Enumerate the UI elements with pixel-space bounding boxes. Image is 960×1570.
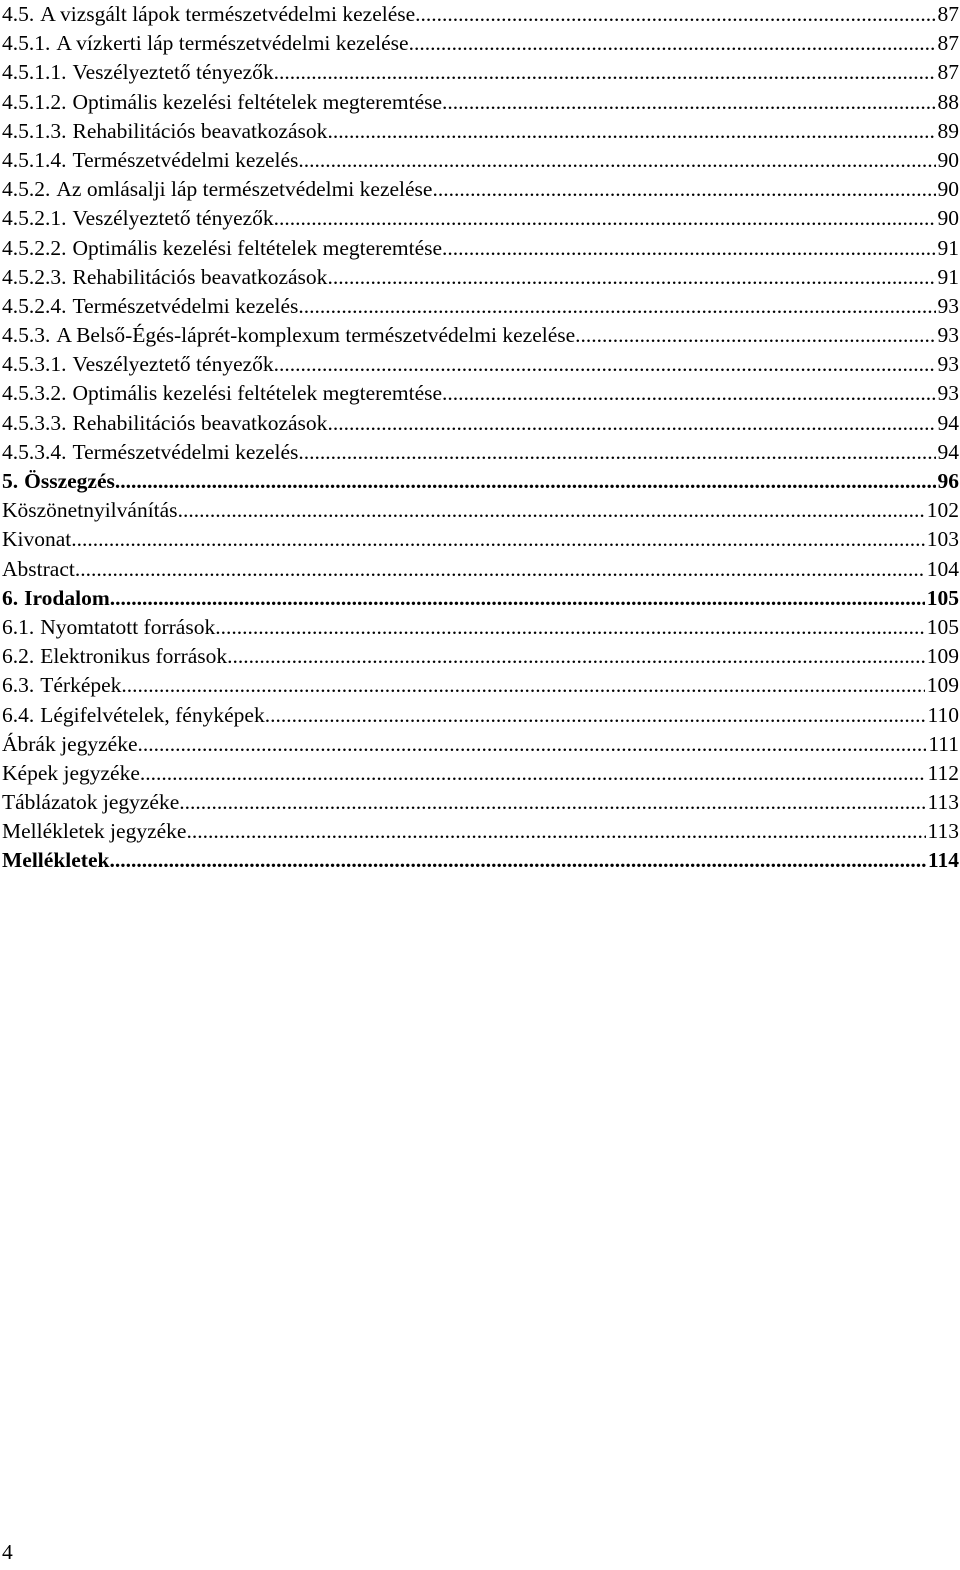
toc-entry-title: Összegzés	[24, 469, 115, 493]
toc-dot-leader	[138, 730, 927, 759]
toc-entry-number: 4.5.2.1.	[2, 206, 67, 231]
toc-entry-title: Ábrák jegyzéke	[2, 731, 138, 756]
toc-entry-page: 93	[937, 381, 959, 406]
toc-dot-leader	[298, 146, 935, 175]
toc-entry[interactable]	[2, 788, 959, 817]
toc-dot-leader	[442, 234, 935, 263]
toc-entry-number: 6.	[2, 585, 19, 610]
toc-dot-leader	[227, 642, 925, 671]
toc-entry-title: Nyomtatott források	[40, 614, 216, 639]
toc-entry-page: 113	[927, 819, 959, 844]
toc-entry-title: Rehabilitációs beavatkozások	[72, 410, 328, 435]
toc-dot-leader	[432, 175, 935, 204]
toc-dot-leader	[442, 88, 935, 117]
toc-entry[interactable]	[2, 584, 959, 613]
toc-entry-title: Veszélyeztető tényezők	[72, 352, 274, 377]
toc-dot-leader	[298, 292, 935, 321]
toc-entry[interactable]	[2, 730, 959, 759]
toc-entry-page: 93	[937, 293, 959, 318]
toc-entry-page: 87	[937, 2, 959, 26]
toc-entry-page: 89	[937, 118, 959, 143]
toc-entry-number: 4.5.1.3.	[2, 118, 67, 143]
toc-entry-title: Mellékletek	[2, 848, 110, 873]
toc-entry-page: 90	[937, 206, 959, 231]
toc-dot-leader	[121, 671, 924, 700]
toc-entry-title: A vízkerti láp természetvédelmi kezelése	[56, 31, 409, 56]
toc-entry[interactable]	[2, 846, 959, 875]
toc-entry-page: 109	[926, 673, 959, 698]
toc-dot-leader	[327, 409, 935, 438]
toc-entry[interactable]	[2, 263, 959, 292]
toc-entry-title: Irodalom	[24, 585, 110, 610]
toc-entry-number: 4.5.3.2.	[2, 381, 67, 406]
toc-dot-leader	[327, 117, 935, 146]
toc-entry-number: 4.5.2.2.	[2, 235, 67, 260]
toc-entry-number: 4.5.1.1.	[2, 60, 67, 85]
toc-entry[interactable]	[2, 817, 959, 846]
toc-entry-number: 4.5.1.4.	[2, 147, 67, 172]
toc-entry[interactable]	[2, 671, 959, 700]
toc-entry-page: 90	[937, 147, 959, 172]
toc-entry-number: 6.3.	[2, 673, 35, 698]
toc-entry[interactable]	[2, 496, 959, 525]
toc-entry-page: 103	[926, 527, 959, 552]
toc-entry[interactable]	[2, 409, 959, 438]
toc-entry-title: Légifelvételek, fényképek	[40, 702, 265, 727]
toc-entry-number: 5.	[2, 469, 19, 493]
toc-dot-leader	[110, 584, 925, 613]
toc-entry-page: 93	[937, 352, 959, 377]
toc-entry-number: 4.5.1.	[2, 31, 51, 56]
toc-dot-leader	[71, 525, 924, 554]
toc-entry-title: Az omlásalji láp természetvédelmi kezelése	[56, 177, 433, 202]
toc-dot-leader	[115, 467, 936, 496]
toc-entry-page: 96	[937, 469, 959, 493]
toc-entry-title: Optimális kezelési feltételek megteremtése	[72, 381, 443, 406]
toc-entry-page: 113	[927, 790, 959, 815]
toc-dot-leader	[186, 817, 925, 846]
toc-entry[interactable]	[2, 525, 959, 554]
toc-entry-page: 105	[926, 585, 959, 610]
toc-entry[interactable]	[2, 379, 959, 408]
toc-entry-title: Optimális kezelési feltételek megteremtése	[72, 89, 443, 114]
toc-entry-title: Rehabilitációs beavatkozások	[72, 118, 328, 143]
toc-dot-leader	[179, 788, 925, 817]
toc-entry-page: 90	[937, 177, 959, 202]
toc-dot-leader	[409, 29, 936, 58]
toc-entry[interactable]	[2, 759, 959, 788]
toc-entry-page: 88	[937, 89, 959, 114]
toc-dot-leader	[298, 438, 935, 467]
toc-entry-title: Veszélyeztető tényezők	[72, 60, 274, 85]
toc-entry-page: 94	[937, 410, 959, 435]
toc-entry-number: 6.1.	[2, 614, 35, 639]
toc-dot-leader	[274, 350, 936, 379]
toc-entry-page: 91	[937, 264, 959, 289]
toc-entry-number: 4.5.	[2, 2, 35, 26]
toc-entry-number: 4.5.2.	[2, 177, 51, 202]
page-number: 4	[2, 1540, 13, 1564]
toc-dot-leader	[442, 379, 935, 408]
toc-entry[interactable]	[2, 204, 959, 233]
toc-entry-title: Rehabilitációs beavatkozások	[72, 264, 328, 289]
toc-entry-page: 112	[927, 760, 959, 785]
toc-entry[interactable]	[2, 234, 959, 263]
toc-entry[interactable]	[2, 58, 959, 87]
toc-entry-number: 4.5.3.	[2, 323, 51, 348]
toc-dot-leader	[327, 263, 935, 292]
toc-entry-title: Természetvédelmi kezelés	[72, 293, 299, 318]
toc-entry-page: 105	[926, 614, 959, 639]
toc-dot-leader	[178, 496, 925, 525]
toc-entry-number: 4.5.2.3.	[2, 264, 67, 289]
toc-dot-leader	[75, 555, 925, 584]
toc-entry-number: 4.5.2.4.	[2, 293, 67, 318]
toc-dot-leader	[274, 204, 936, 233]
toc-entry-number: 4.5.3.1.	[2, 352, 67, 377]
toc-entry-number: 4.5.3.3.	[2, 410, 67, 435]
toc-dot-leader	[109, 846, 925, 875]
toc-entry[interactable]	[2, 701, 959, 730]
toc-entry-page: 109	[926, 644, 959, 669]
toc-entry-page: 110	[927, 702, 959, 727]
toc-entry[interactable]	[2, 613, 959, 642]
toc-entry[interactable]	[2, 88, 959, 117]
toc-entry-number: 6.2.	[2, 644, 35, 669]
toc-entry[interactable]	[2, 292, 959, 321]
toc-dot-leader	[215, 613, 925, 642]
toc-entry-title: Optimális kezelési feltételek megteremtése	[72, 235, 443, 260]
toc-entry-page: 87	[937, 60, 959, 85]
toc-entry[interactable]	[2, 117, 959, 146]
toc-entry-title: Köszönetnyilvánítás	[2, 498, 178, 523]
toc-entry-page: 111	[928, 731, 959, 756]
toc-entry-title: A vizsgált lápok természetvédelmi kezelése	[40, 2, 416, 26]
toc-entry[interactable]	[2, 29, 959, 58]
toc-entry[interactable]	[2, 438, 959, 467]
toc-entry-title: Táblázatok jegyzéke	[2, 790, 180, 815]
table-of-contents	[2, 0, 959, 876]
toc-entry[interactable]	[2, 467, 959, 496]
toc-entry-page: 104	[926, 556, 959, 581]
toc-entry-page: 102	[926, 498, 959, 523]
toc-entry-page: 91	[937, 235, 959, 260]
toc-entry[interactable]	[2, 555, 959, 584]
toc-entry[interactable]	[2, 0, 959, 29]
toc-dot-leader	[575, 321, 935, 350]
toc-entry-number: 4.5.3.4.	[2, 439, 67, 464]
toc-entry-page: 94	[937, 439, 959, 464]
toc-entry[interactable]	[2, 175, 959, 204]
toc-dot-leader	[415, 0, 935, 29]
toc-entry-page: 114	[927, 848, 959, 873]
toc-entry[interactable]	[2, 350, 959, 379]
toc-entry[interactable]	[2, 642, 959, 671]
toc-entry-title: Természetvédelmi kezelés	[72, 439, 299, 464]
toc-entry-title: Veszélyeztető tényezők	[72, 206, 274, 231]
toc-dot-leader	[140, 759, 926, 788]
toc-entry-title: Mellékletek jegyzéke	[2, 819, 187, 844]
toc-entry-page: 93	[937, 323, 959, 348]
toc-entry-title: Abstract	[2, 556, 75, 581]
toc-entry-title: Képek jegyzéke	[2, 760, 140, 785]
toc-entry-number: 6.4.	[2, 702, 35, 727]
toc-entry-title: Természetvédelmi kezelés	[72, 147, 299, 172]
toc-entry-number: 4.5.1.2.	[2, 89, 67, 114]
toc-entry-title: Kivonat	[2, 527, 72, 552]
toc-entry[interactable]	[2, 321, 959, 350]
toc-dot-leader	[274, 58, 936, 87]
toc-entry-title: Elektronikus források	[40, 644, 228, 669]
toc-entry-title: Térképek	[40, 673, 122, 698]
toc-entry-page: 87	[937, 31, 959, 56]
toc-entry-title: A Belső-Égés-láprét-komplexum természetvédelmi kezelése	[56, 323, 576, 348]
toc-entry[interactable]	[2, 146, 959, 175]
toc-dot-leader	[265, 701, 926, 730]
